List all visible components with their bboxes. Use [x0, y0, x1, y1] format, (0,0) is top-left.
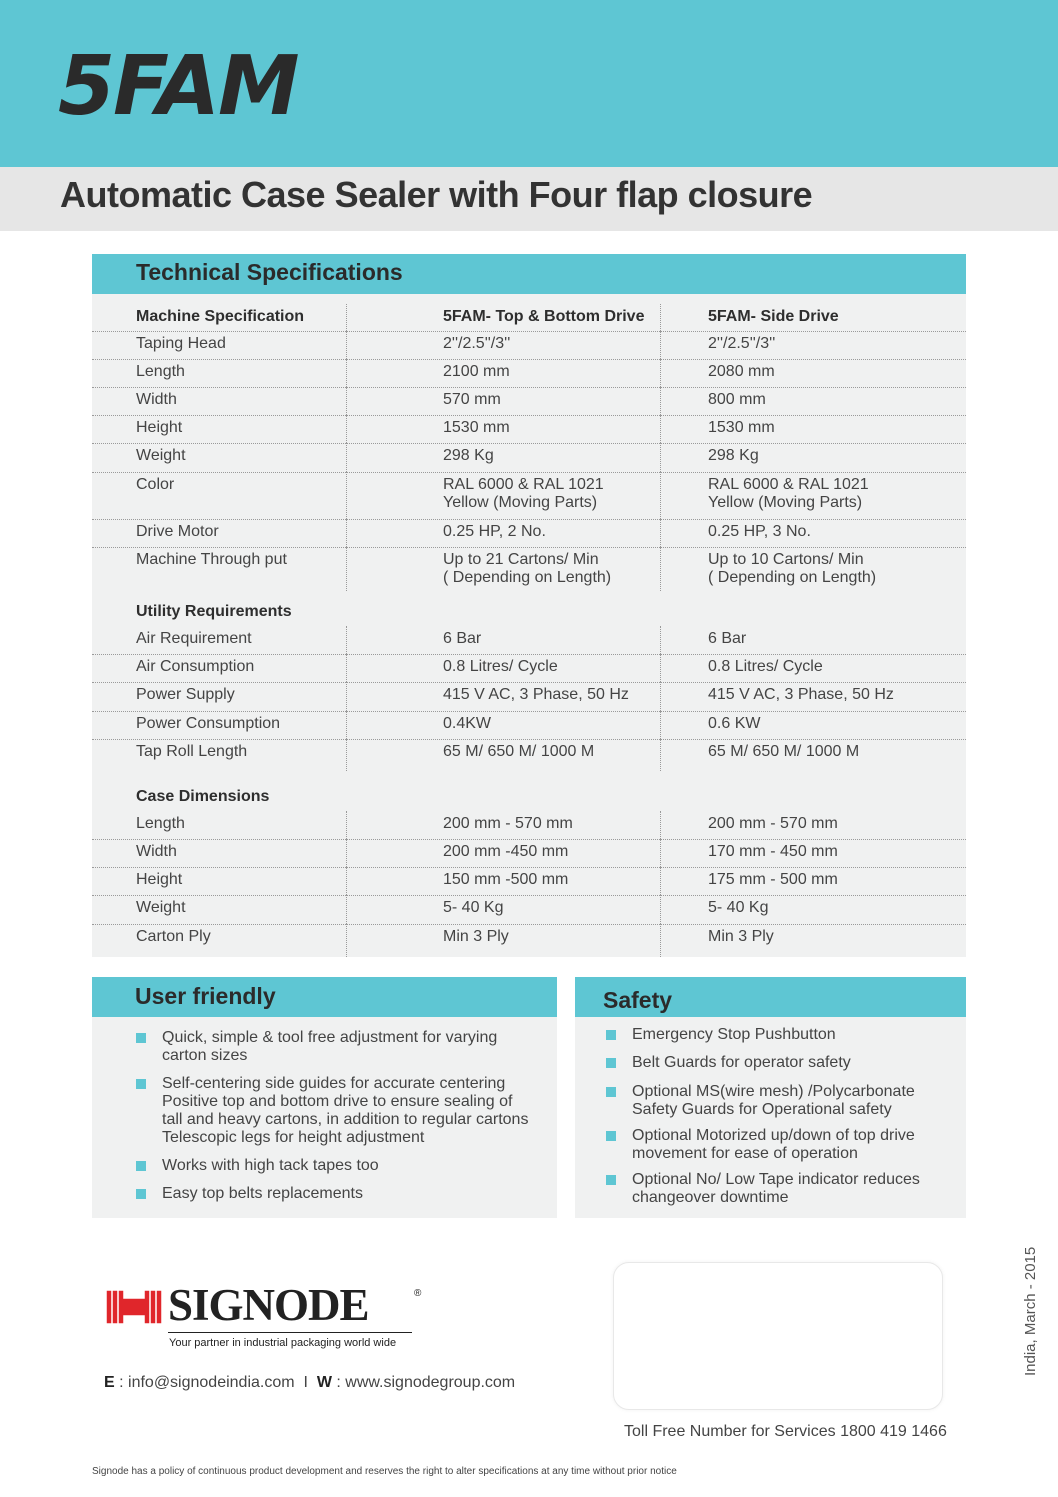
list-item — [136, 1185, 546, 1203]
edition-date: India, March - 2015 — [1022, 1246, 1039, 1376]
column-divider — [346, 415, 347, 443]
top-bottom-drive-value: 2100 mm — [443, 363, 510, 380]
signode-logo-icon — [106, 1290, 162, 1324]
web-label: W — [316, 1374, 332, 1391]
square-bullet-icon — [136, 1161, 146, 1171]
spec-label: Width — [136, 391, 177, 408]
spec-row — [92, 811, 966, 840]
list-item — [136, 1075, 546, 1147]
top-bottom-drive-value: 5- 40 Kg — [443, 899, 504, 916]
column-divider — [346, 839, 347, 867]
top-bottom-drive-value: 298 Kg — [443, 447, 494, 464]
square-bullet-icon — [136, 1189, 146, 1199]
side-drive-value: 298 Kg — [708, 447, 759, 464]
spec-row — [92, 654, 966, 683]
top-bottom-drive-value: 150 mm -500 mm — [443, 871, 569, 888]
spec-row — [92, 839, 966, 868]
square-bullet-icon — [606, 1030, 616, 1040]
column-divider — [660, 387, 661, 415]
spec-label: Height — [136, 419, 183, 436]
side-drive-value: Min 3 Ply — [708, 928, 774, 945]
column-header: 5FAM- Side Drive — [708, 308, 839, 325]
spec-row — [92, 867, 966, 896]
column-divider — [660, 895, 661, 924]
square-bullet-icon — [136, 1033, 146, 1043]
top-bottom-drive-value: 1530 mm — [443, 419, 510, 436]
top-bottom-drive-value: Up to 21 Cartons/ Min ( Depending on Length) — [443, 551, 612, 586]
user-friendly-panel — [92, 977, 557, 1218]
side-drive-value: 800 mm — [708, 391, 766, 408]
section-heading-text: Case Dimensions — [136, 788, 270, 805]
spec-row — [92, 387, 966, 416]
section-heading-text: Utility Requirements — [136, 603, 292, 620]
column-divider — [346, 443, 347, 472]
email-label: E — [104, 1374, 115, 1391]
safety-panel — [575, 977, 966, 1218]
side-drive-value: 0.6 KW — [708, 715, 761, 732]
column-divider — [346, 626, 347, 654]
column-divider — [346, 924, 347, 957]
registered-mark: ® — [414, 1288, 422, 1299]
spec-column-headers — [92, 304, 966, 332]
spec-row — [92, 331, 966, 360]
list-item-text: Self-centering side guides for accurate centering Positive top and bottom drive to ensure sealing of tall and heavy cartons, in addition to regular cartons Telescopic legs for height adjustment — [162, 1075, 529, 1146]
column-divider — [346, 739, 347, 771]
column-divider — [660, 519, 661, 547]
spec-label: Height — [136, 871, 183, 888]
square-bullet-icon — [606, 1087, 616, 1097]
column-divider — [660, 924, 661, 957]
column-divider — [346, 895, 347, 924]
safety-title: Safety — [603, 987, 673, 1013]
side-drive-value: 2080 mm — [708, 363, 775, 380]
spec-label: Length — [136, 363, 185, 380]
column-divider — [346, 359, 347, 387]
dealer-stamp-box — [613, 1262, 943, 1410]
spec-title: Technical Specifications — [136, 259, 403, 285]
column-divider — [346, 682, 347, 711]
spec-label: Length — [136, 815, 185, 832]
column-divider — [660, 839, 661, 867]
top-bottom-drive-value: RAL 6000 & RAL 1021 Yellow (Moving Parts) — [443, 476, 604, 511]
spec-label: Color — [136, 476, 175, 493]
spec-row — [92, 359, 966, 388]
model-title: 5FAM — [58, 39, 298, 134]
column-divider — [660, 472, 661, 519]
side-drive-value: 0.8 Litres/ Cycle — [708, 658, 823, 675]
list-item-text: Optional Motorized up/down of top drive movement for ease of operation — [632, 1127, 915, 1162]
spec-label: Taping Head — [136, 335, 226, 352]
spec-label: Drive Motor — [136, 523, 219, 540]
column-divider — [346, 654, 347, 682]
spec-label: Power Supply — [136, 686, 235, 703]
column-divider — [660, 654, 661, 682]
spec-row — [92, 472, 966, 520]
list-item-text: Quick, simple & tool free adjustment for varying carton sizes — [162, 1029, 498, 1064]
brand-underline — [168, 1332, 412, 1333]
spec-label: Power Consumption — [136, 715, 281, 732]
spec-header-bar — [92, 254, 966, 294]
column-divider — [660, 415, 661, 443]
column-divider — [660, 739, 661, 771]
list-item — [606, 1171, 956, 1207]
square-bullet-icon — [136, 1079, 146, 1089]
side-drive-value: 65 M/ 650 M/ 1000 M — [708, 743, 860, 760]
column-divider — [346, 472, 347, 519]
list-item — [136, 1029, 546, 1065]
user-friendly-title: User friendly — [135, 983, 276, 1009]
spec-row — [92, 547, 966, 591]
contact-separator: I — [303, 1374, 308, 1391]
column-divider — [660, 711, 661, 739]
spec-label: Carton Ply — [136, 928, 211, 945]
brand-tagline: Your partner in industrial packaging world wide — [169, 1337, 397, 1349]
spec-row — [92, 739, 966, 771]
column-divider — [346, 519, 347, 547]
email-link[interactable]: info@signodeindia.com — [128, 1374, 295, 1391]
top-bottom-drive-value: 0.4KW — [443, 715, 492, 732]
spec-row — [92, 682, 966, 712]
spec-label: Tap Roll Length — [136, 743, 248, 760]
spec-label: Air Consumption — [136, 658, 255, 675]
column-header: Machine Specification — [136, 308, 305, 325]
square-bullet-icon — [606, 1175, 616, 1185]
spec-label: Weight — [136, 899, 186, 916]
spec-row — [92, 626, 966, 655]
column-divider — [346, 304, 347, 331]
top-bottom-drive-value: 0.25 HP, 2 No. — [443, 523, 546, 540]
column-header: 5FAM- Top & Bottom Drive — [443, 308, 645, 325]
column-divider — [346, 867, 347, 895]
list-item-text: Emergency Stop Pushbutton — [632, 1026, 836, 1043]
spec-section-heading — [92, 784, 966, 811]
side-drive-value: 200 mm - 570 mm — [708, 815, 838, 832]
spec-row — [92, 895, 966, 925]
list-item-text: Works with high tack tapes too — [162, 1157, 379, 1174]
column-divider — [346, 331, 347, 359]
side-drive-value: 415 V AC, 3 Phase, 50 Hz — [708, 686, 894, 703]
side-drive-value: 0.25 HP, 3 No. — [708, 523, 811, 540]
top-bottom-drive-value: 415 V AC, 3 Phase, 50 Hz — [443, 686, 629, 703]
side-drive-value: Up to 10 Cartons/ Min ( Depending on Length) — [708, 551, 877, 586]
list-item — [606, 1127, 956, 1163]
list-item — [606, 1026, 956, 1044]
page-subtitle: Automatic Case Sealer with Four flap closure — [60, 174, 813, 215]
side-drive-value: 5- 40 Kg — [708, 899, 769, 916]
spec-label: Machine Through put — [136, 551, 287, 568]
side-drive-value: 1530 mm — [708, 419, 775, 436]
column-divider — [660, 867, 661, 895]
column-divider — [346, 387, 347, 415]
list-item — [606, 1054, 956, 1072]
top-bottom-drive-value: 6 Bar — [443, 630, 482, 647]
column-divider — [660, 359, 661, 387]
spec-label: Width — [136, 843, 177, 860]
top-bottom-drive-value: 200 mm -450 mm — [443, 843, 569, 860]
toll-free-number: Toll Free Number for Services 1800 419 1466 — [624, 1423, 947, 1440]
disclaimer: Signode has a policy of continuous product development and reserves the right to alter specifications at any time without prior notice — [92, 1466, 677, 1477]
top-bottom-drive-value: 570 mm — [443, 391, 501, 408]
spec-row — [92, 711, 966, 740]
column-divider — [346, 811, 347, 839]
top-bottom-drive-value: 65 M/ 650 M/ 1000 M — [443, 743, 595, 760]
list-item-text: Optional MS(wire mesh) /Polycarbonate Safety Guards for Operational safety — [632, 1083, 915, 1118]
column-divider — [346, 711, 347, 739]
column-divider — [660, 304, 661, 331]
side-drive-value: RAL 6000 & RAL 1021 Yellow (Moving Parts) — [708, 476, 869, 511]
list-item-text: Belt Guards for operator safety — [632, 1054, 851, 1071]
top-bottom-drive-value: 200 mm - 570 mm — [443, 815, 573, 832]
spec-section-heading — [92, 599, 966, 626]
column-divider — [660, 626, 661, 654]
spec-row — [92, 519, 966, 548]
column-divider — [346, 547, 347, 591]
list-item — [136, 1157, 546, 1175]
spec-row — [92, 415, 966, 444]
list-item-text: Optional No/ Low Tape indicator reduces changeover downtime — [632, 1171, 920, 1206]
safety-list — [606, 1026, 956, 1207]
user-friendly-list — [136, 1029, 546, 1203]
contact-line: E : info@signodeindia.com I W : www.signodegroup.com — [104, 1374, 516, 1391]
side-drive-value: 175 mm - 500 mm — [708, 871, 838, 888]
column-divider — [660, 547, 661, 591]
brand-wordmark: SIGNODE — [168, 1280, 369, 1330]
column-divider — [660, 331, 661, 359]
web-link[interactable]: www.signodegroup.com — [345, 1374, 516, 1391]
side-drive-value: 170 mm - 450 mm — [708, 843, 838, 860]
spec-label: Weight — [136, 447, 186, 464]
top-bottom-drive-value: Min 3 Ply — [443, 928, 509, 945]
technical-specifications-panel — [92, 254, 966, 957]
list-item-text: Easy top belts replacements — [162, 1185, 363, 1202]
top-bottom-drive-value: 0.8 Litres/ Cycle — [443, 658, 558, 675]
column-divider — [660, 443, 661, 472]
top-bottom-drive-value: 2''/2.5''/3'' — [443, 335, 511, 352]
spec-label: Air Requirement — [136, 630, 252, 647]
side-drive-value: 6 Bar — [708, 630, 747, 647]
square-bullet-icon — [606, 1058, 616, 1068]
column-divider — [660, 811, 661, 839]
side-drive-value: 2''/2.5''/3'' — [708, 335, 776, 352]
column-divider — [660, 682, 661, 711]
list-item — [606, 1083, 956, 1119]
spec-row — [92, 443, 966, 473]
square-bullet-icon — [606, 1131, 616, 1141]
spec-row — [92, 924, 966, 957]
